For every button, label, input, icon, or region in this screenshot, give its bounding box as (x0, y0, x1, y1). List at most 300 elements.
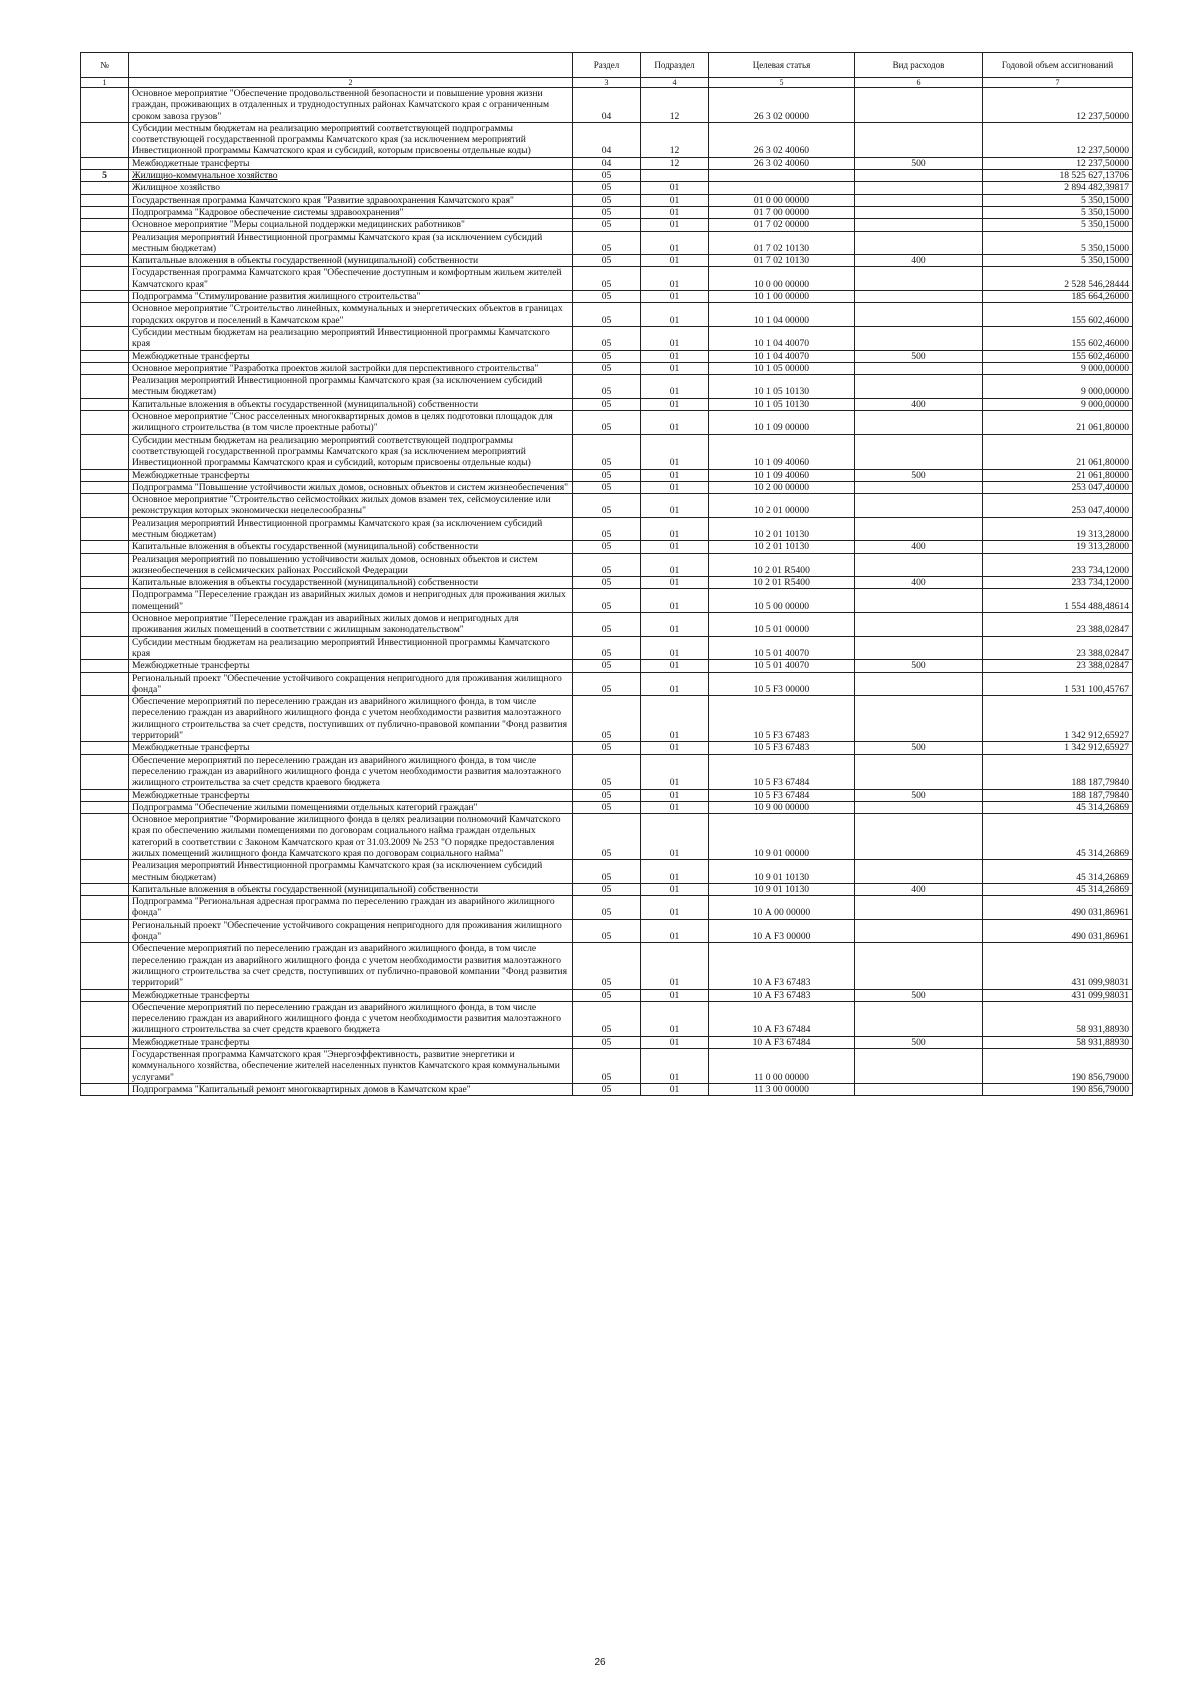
target-article-code: 10 А 00 00000 (709, 896, 855, 920)
table-row (81, 696, 1133, 742)
annual-amount: 253 047,40000 (983, 481, 1133, 493)
expense-kind-code (855, 636, 983, 660)
section-code: 05 (573, 660, 641, 672)
item-name: Капитальные вложения в объекты государственной (муниципальной) собственности (129, 883, 573, 895)
item-name: Подпрограмма "Региональная адресная программа по переселению граждан из аварийного жилищного фонда" (129, 896, 573, 920)
row-number (81, 896, 129, 920)
annual-amount: 1 554 488,48614 (983, 589, 1133, 613)
expense-kind-code: 500 (855, 742, 983, 754)
target-article-code: 10 1 04 40070 (709, 350, 855, 362)
expense-kind-code: 500 (855, 789, 983, 801)
table-row (81, 801, 1133, 813)
target-article-code: 10 1 04 40070 (709, 326, 855, 350)
row-number (81, 219, 129, 231)
subsection-code: 01 (641, 660, 709, 672)
target-article-code: 10 А F3 67484 (709, 1036, 855, 1048)
header-num: № (81, 53, 129, 78)
expense-kind-code (855, 122, 983, 157)
table-row (81, 943, 1133, 989)
expense-kind-code (855, 613, 983, 637)
expense-kind-code (855, 517, 983, 541)
table-row (81, 577, 1133, 589)
row-number (81, 589, 129, 613)
expense-kind-code: 400 (855, 577, 983, 589)
annual-amount: 58 931,88930 (983, 1001, 1133, 1036)
section-code: 05 (573, 613, 641, 637)
subsection-code: 01 (641, 1083, 709, 1095)
target-article-code: 10 5 F3 67484 (709, 754, 855, 789)
expense-kind-code: 400 (855, 398, 983, 410)
item-name: Капитальные вложения в объекты государственной (муниципальной) собственности (129, 577, 573, 589)
expense-kind-code (855, 696, 983, 742)
annual-amount: 58 931,88930 (983, 1036, 1133, 1048)
item-name: Межбюджетные трансферты (129, 789, 573, 801)
table-row (81, 1001, 1133, 1036)
target-article-code: 01 0 00 00000 (709, 194, 855, 206)
item-name: Жилищное хозяйство (129, 182, 573, 194)
row-number (81, 672, 129, 696)
item-name: Межбюджетные трансферты (129, 742, 573, 754)
item-name: Основное мероприятие "Строительство сейсмостойких жилых домов взамен тех, сейсмоусиление или реконструкция которых экономически нецелесообразны" (129, 494, 573, 518)
table-row (81, 219, 1133, 231)
section-code: 05 (573, 481, 641, 493)
section-code: 05 (573, 672, 641, 696)
row-number (81, 350, 129, 362)
annual-amount: 190 856,79000 (983, 1083, 1133, 1095)
item-name: Жилищно-коммунальное хозяйство (129, 170, 573, 182)
item-name: Подпрограмма "Кадровое обеспечение системы здравоохранения" (129, 206, 573, 218)
subsection-code: 01 (641, 231, 709, 255)
annual-amount: 155 602,46000 (983, 350, 1133, 362)
subsection-code: 01 (641, 553, 709, 577)
subsection-code: 01 (641, 469, 709, 481)
target-article-code: 10 9 01 10130 (709, 883, 855, 895)
target-article-code: 01 7 02 10130 (709, 231, 855, 255)
subsection-code: 01 (641, 303, 709, 327)
subsection-code: 01 (641, 896, 709, 920)
row-number (81, 883, 129, 895)
target-article-code: 10 А F3 00000 (709, 919, 855, 943)
target-article-code: 10 9 01 00000 (709, 814, 855, 860)
subsection-code: 01 (641, 883, 709, 895)
annual-amount: 253 047,40000 (983, 494, 1133, 518)
subsection-code: 01 (641, 517, 709, 541)
section-code: 04 (573, 88, 641, 123)
subsection-code: 01 (641, 291, 709, 303)
subsection-code: 12 (641, 88, 709, 123)
item-name: Основное мероприятие "Переселение граждан из аварийных жилых домов и непригодных для проживания жилых помещений в соответствии с жилищным законодательством" (129, 613, 573, 637)
section-code: 05 (573, 517, 641, 541)
target-article-code: 10 1 09 40060 (709, 434, 855, 469)
annual-amount: 5 350,15000 (983, 231, 1133, 255)
table-row (81, 88, 1133, 123)
expense-kind-code: 500 (855, 157, 983, 169)
target-article-code: 10 А F3 67484 (709, 1001, 855, 1036)
row-number (81, 1049, 129, 1084)
target-article-code: 10 1 05 10130 (709, 398, 855, 410)
item-name: Межбюджетные трансферты (129, 660, 573, 672)
subsection-code: 01 (641, 267, 709, 291)
expense-kind-code: 500 (855, 350, 983, 362)
row-number (81, 801, 129, 813)
table-row (81, 469, 1133, 481)
section-code: 05 (573, 801, 641, 813)
row-number (81, 1083, 129, 1095)
item-name: Межбюджетные трансферты (129, 1036, 573, 1048)
annual-amount: 9 000,00000 (983, 375, 1133, 399)
table-row (81, 1049, 1133, 1084)
column-number: 1 (81, 78, 129, 88)
row-number (81, 1036, 129, 1048)
section-code: 05 (573, 577, 641, 589)
expense-kind-code (855, 411, 983, 435)
expense-kind-code (855, 801, 983, 813)
table-row (81, 122, 1133, 157)
subsection-code: 01 (641, 1036, 709, 1048)
table-row (81, 375, 1133, 399)
table-row (81, 481, 1133, 493)
table-row (81, 182, 1133, 194)
annual-amount: 45 314,26869 (983, 814, 1133, 860)
annual-amount: 1 531 100,45767 (983, 672, 1133, 696)
section-code: 05 (573, 1001, 641, 1036)
target-article-code: 26 3 02 00000 (709, 88, 855, 123)
table-row (81, 672, 1133, 696)
document-page (80, 52, 1132, 1096)
annual-amount: 2 528 546,28444 (983, 267, 1133, 291)
annual-amount: 45 314,26869 (983, 801, 1133, 813)
row-number (81, 398, 129, 410)
expense-kind-code: 500 (855, 1036, 983, 1048)
budget-table (80, 52, 1133, 1096)
expense-kind-code (855, 434, 983, 469)
annual-amount: 431 099,98031 (983, 943, 1133, 989)
target-article-code: 10 2 01 00000 (709, 494, 855, 518)
annual-amount: 21 061,80000 (983, 469, 1133, 481)
item-name: Межбюджетные трансферты (129, 989, 573, 1001)
row-number (81, 122, 129, 157)
table-row (81, 613, 1133, 637)
item-name: Государственная программа Камчатского края "Обеспечение доступным и комфортным жильем жителей Камчатского края" (129, 267, 573, 291)
annual-amount: 5 350,15000 (983, 255, 1133, 267)
expense-kind-code (855, 206, 983, 218)
annual-amount: 5 350,15000 (983, 194, 1133, 206)
section-code: 05 (573, 398, 641, 410)
annual-amount: 233 734,12000 (983, 553, 1133, 577)
row-number (81, 754, 129, 789)
section-code: 05 (573, 170, 641, 182)
subsection-code: 12 (641, 122, 709, 157)
subsection-code: 01 (641, 219, 709, 231)
subsection-code: 01 (641, 326, 709, 350)
subsection-code: 01 (641, 182, 709, 194)
annual-amount: 1 342 912,65927 (983, 742, 1133, 754)
target-article-code: 10 5 F3 67484 (709, 789, 855, 801)
target-article-code: 10 А F3 67483 (709, 989, 855, 1001)
row-number (81, 553, 129, 577)
column-number: 6 (855, 78, 983, 88)
header-subsection: Подраздел (641, 53, 709, 78)
target-article-code: 10 5 F3 67483 (709, 696, 855, 742)
section-code: 05 (573, 943, 641, 989)
subsection-code: 12 (641, 157, 709, 169)
table-row (81, 231, 1133, 255)
subsection-code: 01 (641, 789, 709, 801)
header-kind: Вид расходов (855, 53, 983, 78)
expense-kind-code (855, 303, 983, 327)
row-number (81, 742, 129, 754)
target-article-code: 10 1 09 40060 (709, 469, 855, 481)
target-article-code: 26 3 02 40060 (709, 122, 855, 157)
table-row (81, 1083, 1133, 1095)
row-number (81, 267, 129, 291)
annual-amount: 45 314,26869 (983, 883, 1133, 895)
expense-kind-code (855, 267, 983, 291)
annual-amount: 19 313,28000 (983, 517, 1133, 541)
row-number (81, 481, 129, 493)
row-number (81, 577, 129, 589)
subsection-code: 01 (641, 494, 709, 518)
expense-kind-code: 500 (855, 469, 983, 481)
row-number (81, 660, 129, 672)
item-name: Подпрограмма "Капитальный ремонт многоквартирных домов в Камчатском крае" (129, 1083, 573, 1095)
section-code: 05 (573, 1049, 641, 1084)
section-code: 05 (573, 789, 641, 801)
item-name: Субсидии местным бюджетам на реализацию мероприятий соответствующей подпрограммы соответствующей государственной программы Камчатского края (за исключением мероприятий Инвестиционной программы Камчатского края и субсидий, которым присвоены отдельные коды) (129, 434, 573, 469)
expense-kind-code (855, 219, 983, 231)
expense-kind-code (855, 1083, 983, 1095)
section-code: 05 (573, 919, 641, 943)
table-row (81, 660, 1133, 672)
item-name: Подпрограмма "Обеспечение жилыми помещениями отдельных категорий граждан" (129, 801, 573, 813)
annual-amount: 155 602,46000 (983, 326, 1133, 350)
row-number (81, 517, 129, 541)
item-name: Подпрограмма "Повышение устойчивости жилых домов, основных объектов и систем жизнеобеспечения" (129, 481, 573, 493)
row-number (81, 860, 129, 884)
item-name: Подпрограмма "Переселение граждан из аварийных жилых домов и непригодных для проживания жилых помещений" (129, 589, 573, 613)
target-article-code: 10 5 01 40070 (709, 636, 855, 660)
section-code: 05 (573, 206, 641, 218)
annual-amount: 5 350,15000 (983, 206, 1133, 218)
expense-kind-code: 400 (855, 541, 983, 553)
item-name: Субсидии местным бюджетам на реализацию мероприятий Инвестиционной программы Камчатского края (129, 636, 573, 660)
annual-amount: 23 388,02847 (983, 636, 1133, 660)
expense-kind-code: 500 (855, 660, 983, 672)
subsection-code: 01 (641, 411, 709, 435)
table-row (81, 494, 1133, 518)
table-row (81, 398, 1133, 410)
annual-amount: 185 664,26000 (983, 291, 1133, 303)
subsection-code (641, 170, 709, 182)
table-row (81, 267, 1133, 291)
target-article-code: 10 5 01 40070 (709, 660, 855, 672)
table-row (81, 411, 1133, 435)
expense-kind-code (855, 481, 983, 493)
table-row (81, 589, 1133, 613)
section-code: 05 (573, 541, 641, 553)
subsection-code: 01 (641, 255, 709, 267)
table-row (81, 157, 1133, 169)
annual-amount: 19 313,28000 (983, 541, 1133, 553)
column-number: 7 (983, 78, 1133, 88)
table-row (81, 754, 1133, 789)
table-row (81, 303, 1133, 327)
subsection-code: 01 (641, 362, 709, 374)
section-code: 05 (573, 896, 641, 920)
subsection-code: 01 (641, 194, 709, 206)
expense-kind-code (855, 943, 983, 989)
column-number: 4 (641, 78, 709, 88)
subsection-code: 01 (641, 541, 709, 553)
row-number (81, 194, 129, 206)
subsection-code: 01 (641, 860, 709, 884)
row-number (81, 541, 129, 553)
target-article-code: 10 2 01 R5400 (709, 577, 855, 589)
table-row (81, 350, 1133, 362)
item-name: Основное мероприятие "Формирование жилищного фонда в целях реализации полномочий Камчатского края по обеспечению жилыми помещениями по договорам социального найма граждан отдельных категорий в соответствии с Законом Камчатского края от 31.03.2009 № 253 "О порядке предоставления жилых помещений жилищного фонда Камчатского края по договорам социального найма" (129, 814, 573, 860)
table-row (81, 362, 1133, 374)
expense-kind-code (855, 194, 983, 206)
section-code: 05 (573, 696, 641, 742)
table-row (81, 206, 1133, 218)
table-row (81, 326, 1133, 350)
item-name: Основное мероприятие "Меры социальной поддержки медицинских работников" (129, 219, 573, 231)
item-name: Реализация мероприятий Инвестиционной программы Камчатского края (за исключением субсидий местным бюджетам) (129, 231, 573, 255)
table-row (81, 742, 1133, 754)
row-number (81, 362, 129, 374)
column-number: 3 (573, 78, 641, 88)
section-code: 04 (573, 122, 641, 157)
target-article-code: 10 2 01 10130 (709, 517, 855, 541)
expense-kind-code (855, 362, 983, 374)
annual-amount: 18 525 627,13706 (983, 170, 1133, 182)
expense-kind-code (855, 1001, 983, 1036)
row-number (81, 919, 129, 943)
target-article-code: 01 7 02 10130 (709, 255, 855, 267)
table-row (81, 553, 1133, 577)
table-row (81, 541, 1133, 553)
expense-kind-code: 400 (855, 255, 983, 267)
section-code: 05 (573, 303, 641, 327)
expense-kind-code (855, 814, 983, 860)
header-section: Раздел (573, 53, 641, 78)
column-number: 2 (129, 78, 573, 88)
section-code: 05 (573, 326, 641, 350)
target-article-code: 01 7 00 00000 (709, 206, 855, 218)
item-name: Межбюджетные трансферты (129, 350, 573, 362)
section-code: 05 (573, 553, 641, 577)
item-name: Реализация мероприятий Инвестиционной программы Камчатского края (за исключением субсидий местным бюджетам) (129, 860, 573, 884)
expense-kind-code (855, 326, 983, 350)
row-number (81, 814, 129, 860)
table-row (81, 434, 1133, 469)
section-code: 05 (573, 267, 641, 291)
target-article-code: 10 А F3 67483 (709, 943, 855, 989)
subsection-code: 01 (641, 613, 709, 637)
row-number (81, 434, 129, 469)
item-name: Обеспечение мероприятий по переселению граждан из аварийного жилищного фонда, в том числе переселению граждан из аварийного жилищного фонда с учетом необходимости развития малоэтажного жилищного строительства за счет средств краевого бюджета (129, 1001, 573, 1036)
row-number (81, 636, 129, 660)
section-code: 05 (573, 814, 641, 860)
expense-kind-code (855, 672, 983, 696)
table-body (81, 88, 1133, 1096)
expense-kind-code (855, 291, 983, 303)
table-row (81, 255, 1133, 267)
annual-amount: 490 031,86961 (983, 896, 1133, 920)
subsection-code: 01 (641, 636, 709, 660)
header-article: Целевая статья (709, 53, 855, 78)
section-code: 05 (573, 469, 641, 481)
section-code: 04 (573, 157, 641, 169)
row-number (81, 303, 129, 327)
subsection-code: 01 (641, 577, 709, 589)
expense-kind-code (855, 375, 983, 399)
row-number (81, 326, 129, 350)
section-code: 05 (573, 291, 641, 303)
target-article-code: 11 3 00 00000 (709, 1083, 855, 1095)
target-article-code: 10 5 F3 67483 (709, 742, 855, 754)
expense-kind-code (855, 1049, 983, 1084)
section-code: 05 (573, 494, 641, 518)
subsection-code: 01 (641, 1049, 709, 1084)
subsection-code: 01 (641, 801, 709, 813)
item-name: Основное мероприятие "Разработка проектов жилой застройки для перспективного строительства" (129, 362, 573, 374)
column-number-row (81, 78, 1133, 88)
header-row (81, 53, 1133, 78)
expense-kind-code (855, 896, 983, 920)
item-name: Основное мероприятие "Обеспечение продовольственной безопасности и повышение уровня жизни граждан, проживающих в отдаленных и труднодоступных районах Камчатского края с ограниченным сроком завоза грузов" (129, 88, 573, 123)
table-row (81, 789, 1133, 801)
section-code: 05 (573, 255, 641, 267)
item-name: Обеспечение мероприятий по переселению граждан из аварийного жилищного фонда, в том числе переселению граждан из аварийного жилищного фонда с учетом необходимости развития малоэтажного жилищного строительства за счет средств краевого бюджета (129, 754, 573, 789)
subsection-code: 01 (641, 814, 709, 860)
expense-kind-code: 500 (855, 989, 983, 1001)
target-article-code: 10 5 01 00000 (709, 613, 855, 637)
row-number (81, 696, 129, 742)
target-article-code: 11 0 00 00000 (709, 1049, 855, 1084)
annual-amount: 431 099,98031 (983, 989, 1133, 1001)
table-row (81, 814, 1133, 860)
subsection-code: 01 (641, 206, 709, 218)
target-article-code: 01 7 02 00000 (709, 219, 855, 231)
row-number (81, 494, 129, 518)
annual-amount: 190 856,79000 (983, 1049, 1133, 1084)
expense-kind-code (855, 88, 983, 123)
target-article-code: 10 1 05 00000 (709, 362, 855, 374)
target-article-code: 10 2 01 R5400 (709, 553, 855, 577)
header-amount: Годовой объем ассигнований (983, 53, 1133, 78)
annual-amount: 233 734,12000 (983, 577, 1133, 589)
section-code: 05 (573, 883, 641, 895)
row-number (81, 469, 129, 481)
section-code: 05 (573, 194, 641, 206)
expense-kind-code (855, 754, 983, 789)
target-article-code: 10 5 F3 00000 (709, 672, 855, 696)
row-number (81, 411, 129, 435)
section-code: 05 (573, 1036, 641, 1048)
row-number (81, 88, 129, 123)
item-name: Капитальные вложения в объекты государственной (муниципальной) собственности (129, 255, 573, 267)
annual-amount: 12 237,50000 (983, 157, 1133, 169)
section-code: 05 (573, 411, 641, 435)
row-number (81, 157, 129, 169)
row-number (81, 1001, 129, 1036)
section-code: 05 (573, 989, 641, 1001)
item-name: Реализация мероприятий по повышению устойчивости жилых домов, основных объектов и систем жизнеобеспечения в сейсмических районах Российской Федерации (129, 553, 573, 577)
subsection-code: 01 (641, 350, 709, 362)
annual-amount: 2 894 482,39817 (983, 182, 1133, 194)
target-article-code (709, 170, 855, 182)
